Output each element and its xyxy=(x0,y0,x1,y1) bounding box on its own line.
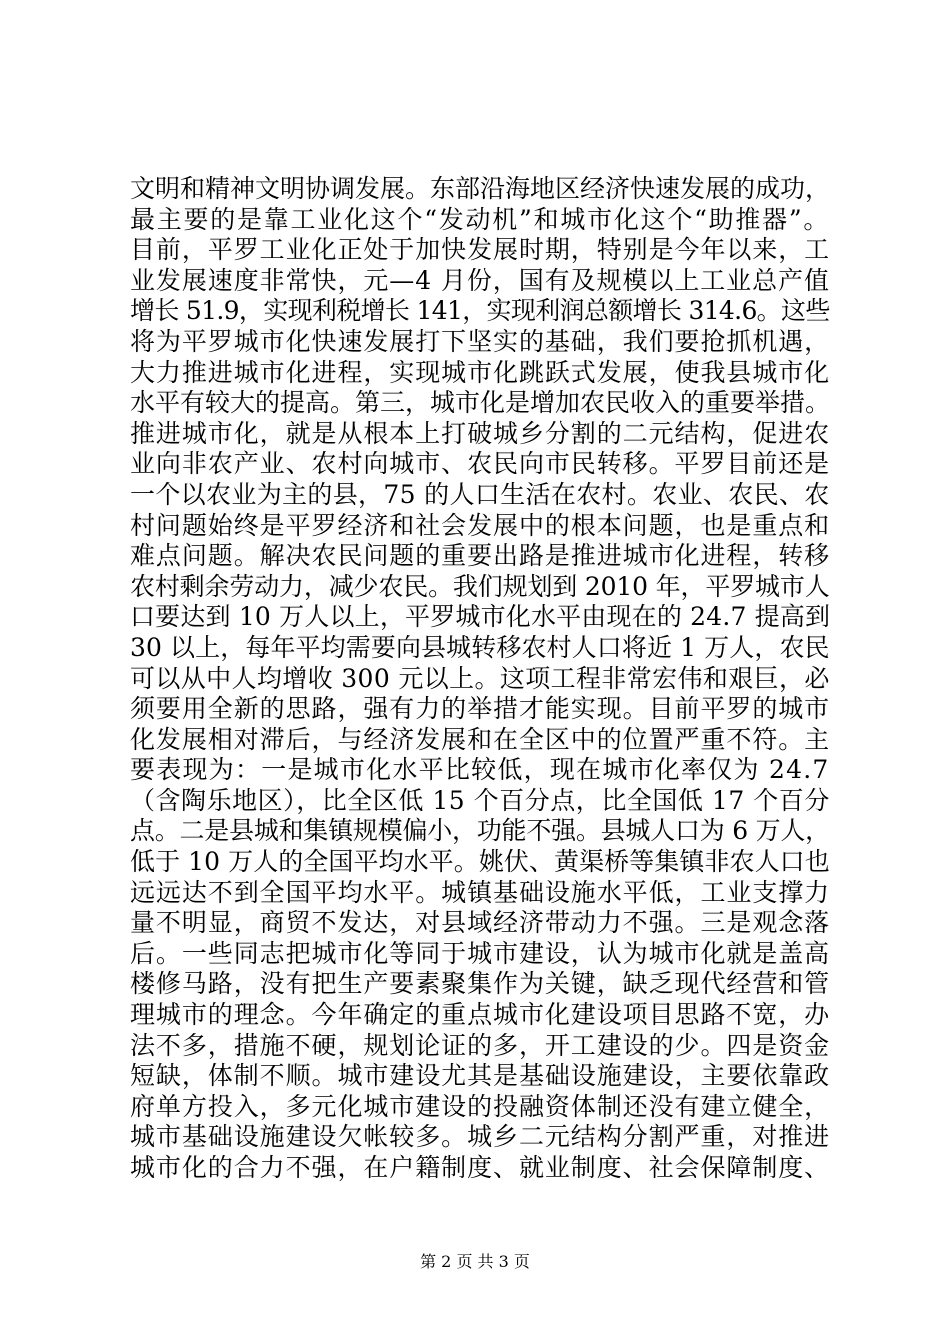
text-line: 难点问题。解决农民问题的重要出路是推进城市化进程，转移 xyxy=(130,541,831,571)
text-line: 目前，平罗工业化正处于加快发展时期，特别是今年以来，工 xyxy=(130,235,831,265)
text-line: 文明和精神文明协调发展。东部沿海地区经济快速发展的成功， xyxy=(130,174,831,203)
text-line: （含陶乐地区），比全区低 15 个百分点，比全国低 17 个百分 xyxy=(130,785,830,815)
text-line: 点。二是县城和集镇规模偏小，功能不强。县城人口为 6 万人， xyxy=(130,816,830,846)
text-line: 可以从中人均增收 300 元以上。这项工程非常宏伟和艰巨，必 xyxy=(130,663,830,693)
text-line: 农村剩余劳动力，减少农民。我们规划到 2010 年，平罗城市人 xyxy=(130,571,830,601)
text-line: 业向非农产业、农村向城市、农民向市民转移。平罗目前还是 xyxy=(130,449,831,479)
text-line: 口要达到 10 万人以上，平罗城市化水平由现在的 24.7 提高到 xyxy=(130,602,831,632)
text-line: 远远达不到全国平均水平。城镇基础设施水平低，工业支撑力 xyxy=(130,877,831,907)
page-footer: 第 2 页 共 3 页 xyxy=(420,1252,530,1271)
text-line: 一个以农业为主的县，75 的人口生活在农村。农业、农民、农 xyxy=(130,479,830,509)
text-line: 要表现为：一是城市化水平比较低，现在城市化率仅为 24.7 xyxy=(130,755,830,785)
text-line: 最主要的是靠工业化这个“发动机”和城市化这个“助推器”。 xyxy=(130,204,831,234)
text-line: 须要用全新的思路，强有力的举措才能实现。目前平罗的城市 xyxy=(130,694,831,724)
text-line: 短缺，体制不顺。城市建设尤其是基础设施建设，主要依靠政 xyxy=(130,1061,831,1091)
text-line: 楼修马路，没有把生产要素聚集作为关键，缺乏现代经营和管 xyxy=(130,969,831,999)
text-line: 水平有较大的提高。第三，城市化是增加农民收入的重要举措。 xyxy=(130,388,831,418)
text-line: 量不明显，商贸不发达，对县域经济带动力不强。三是观念落 xyxy=(130,908,831,938)
text-line: 法不多，措施不硬，规划论证的多，开工建设的少。四是资金 xyxy=(130,1030,831,1060)
text-line: 将为平罗城市化快速发展打下坚实的基础，我们要抢抓机遇， xyxy=(130,326,831,356)
text-line: 业发展速度非常快，元—4 月份，国有及规模以上工业总产值 xyxy=(130,265,830,295)
text-line: 城市化的合力不强，在户籍制度、就业制度、社会保障制度、 xyxy=(130,1153,831,1182)
text-line: 大力推进城市化进程，实现城市化跳跃式发展，使我县城市化 xyxy=(130,357,831,387)
body-text xyxy=(130,174,830,1184)
text-line: 理城市的理念。今年确定的重点城市化建设项目思路不宽，办 xyxy=(130,1000,831,1030)
text-line: 增长 51.9，实现利税增长 141，实现利润总额增长 314.6。这些 xyxy=(130,296,830,326)
text-line: 推进城市化，就是从根本上打破城乡分割的二元结构，促进农 xyxy=(130,418,831,448)
text-line: 城市基础设施建设欠帐较多。城乡二元结构分割严重，对推进 xyxy=(130,1122,831,1152)
text-line: 村问题始终是平罗经济和社会发展中的根本问题，也是重点和 xyxy=(130,510,831,540)
text-line: 化发展相对滞后，与经济发展和在全区中的位置严重不符。主 xyxy=(130,724,831,754)
text-line: 30 以上，每年平均需要向县城转移农村人口将近 1 万人，农民 xyxy=(130,632,830,662)
text-line: 府单方投入，多元化城市建设的投融资体制还没有建立健全， xyxy=(130,1091,831,1121)
text-line: 低于 10 万人的全国平均水平。姚伏、黄渠桥等集镇非农人口也 xyxy=(130,847,830,877)
text-line: 后。一些同志把城市化等同于城市建设，认为城市化就是盖高 xyxy=(130,938,831,968)
